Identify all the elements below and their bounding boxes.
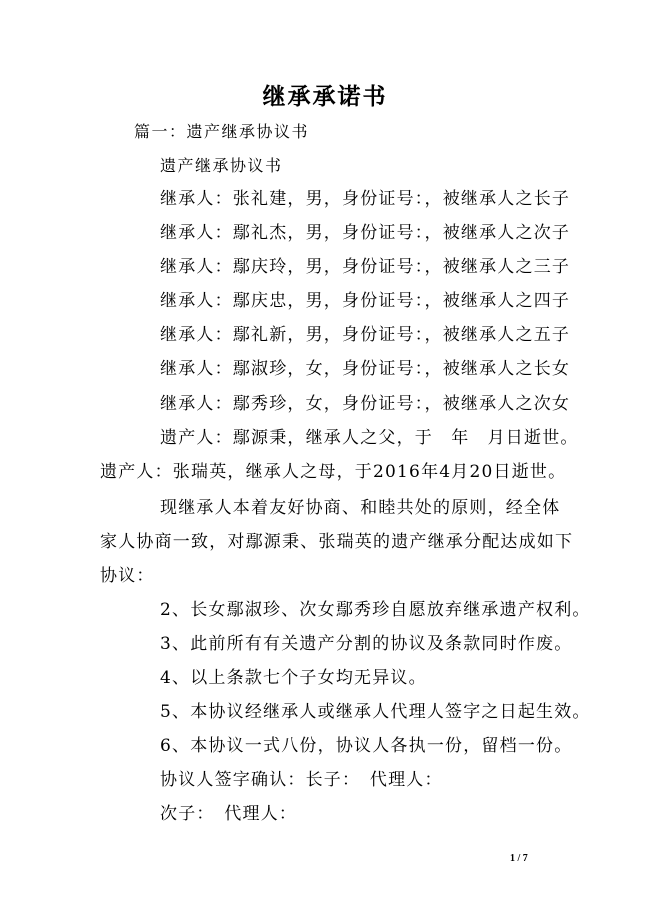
- decedent-mother: 遗产人：张瑞英，继承人之母，于2016年4月20日逝世。: [100, 462, 567, 482]
- intro-line: 现继承人本着友好协商、和睦共处的原则，经全体: [160, 498, 561, 518]
- clause-line: 3、此前所有有关遗产分割的协议及条款同时作废。: [160, 634, 573, 654]
- heir-line: 继承人：张礼建，男，身份证号：，被继承人之长子: [160, 189, 571, 209]
- heir-line: 继承人：鄢礼杰，男，身份证号：，被继承人之次子: [160, 223, 571, 243]
- clause-line: 4、以上条款七个子女均无异议。: [160, 668, 427, 688]
- clause-line: 2、长女鄢淑珍、次女鄢秀珍自愿放弃继承遗产权利。: [160, 600, 591, 620]
- signature-line: 次子： 代理人：: [160, 804, 298, 824]
- intro-line: 协议：: [100, 566, 155, 586]
- clause-line: 6、本协议一式八份，协议人各执一份，留档一份。: [160, 736, 573, 756]
- subheading: 遗产继承协议书: [160, 156, 283, 175]
- heir-line: 继承人：鄢秀珍，女，身份证号：，被继承人之次女: [160, 394, 571, 414]
- page-number: 1 / 7: [510, 853, 528, 864]
- heir-line: 继承人：鄢淑珍，女，身份证号：，被继承人之长女: [160, 359, 571, 379]
- clause-line: 5、本协议经继承人或继承人代理人签字之日起生效。: [160, 702, 591, 722]
- intro-line: 家人协商一致，对鄢源秉、张瑞英的遗产继承分配达成如下: [100, 532, 574, 552]
- signature-line: 协议人签字确认：长子： 代理人：: [160, 770, 443, 790]
- document-title: 继承承诺书: [262, 83, 388, 110]
- decedent-father: 遗产人：鄢源秉，继承人之父，于 年 月日逝世。: [160, 428, 579, 448]
- heir-line: 继承人：鄢礼新，男，身份证号：，被继承人之五子: [160, 325, 571, 345]
- section-heading: 篇一：遗产继承协议书: [134, 122, 310, 141]
- heir-line: 继承人：鄢庆忠，男，身份证号：，被继承人之四子: [160, 291, 571, 311]
- heir-line: 继承人：鄢庆玲，男，身份证号：，被继承人之三子: [160, 257, 571, 277]
